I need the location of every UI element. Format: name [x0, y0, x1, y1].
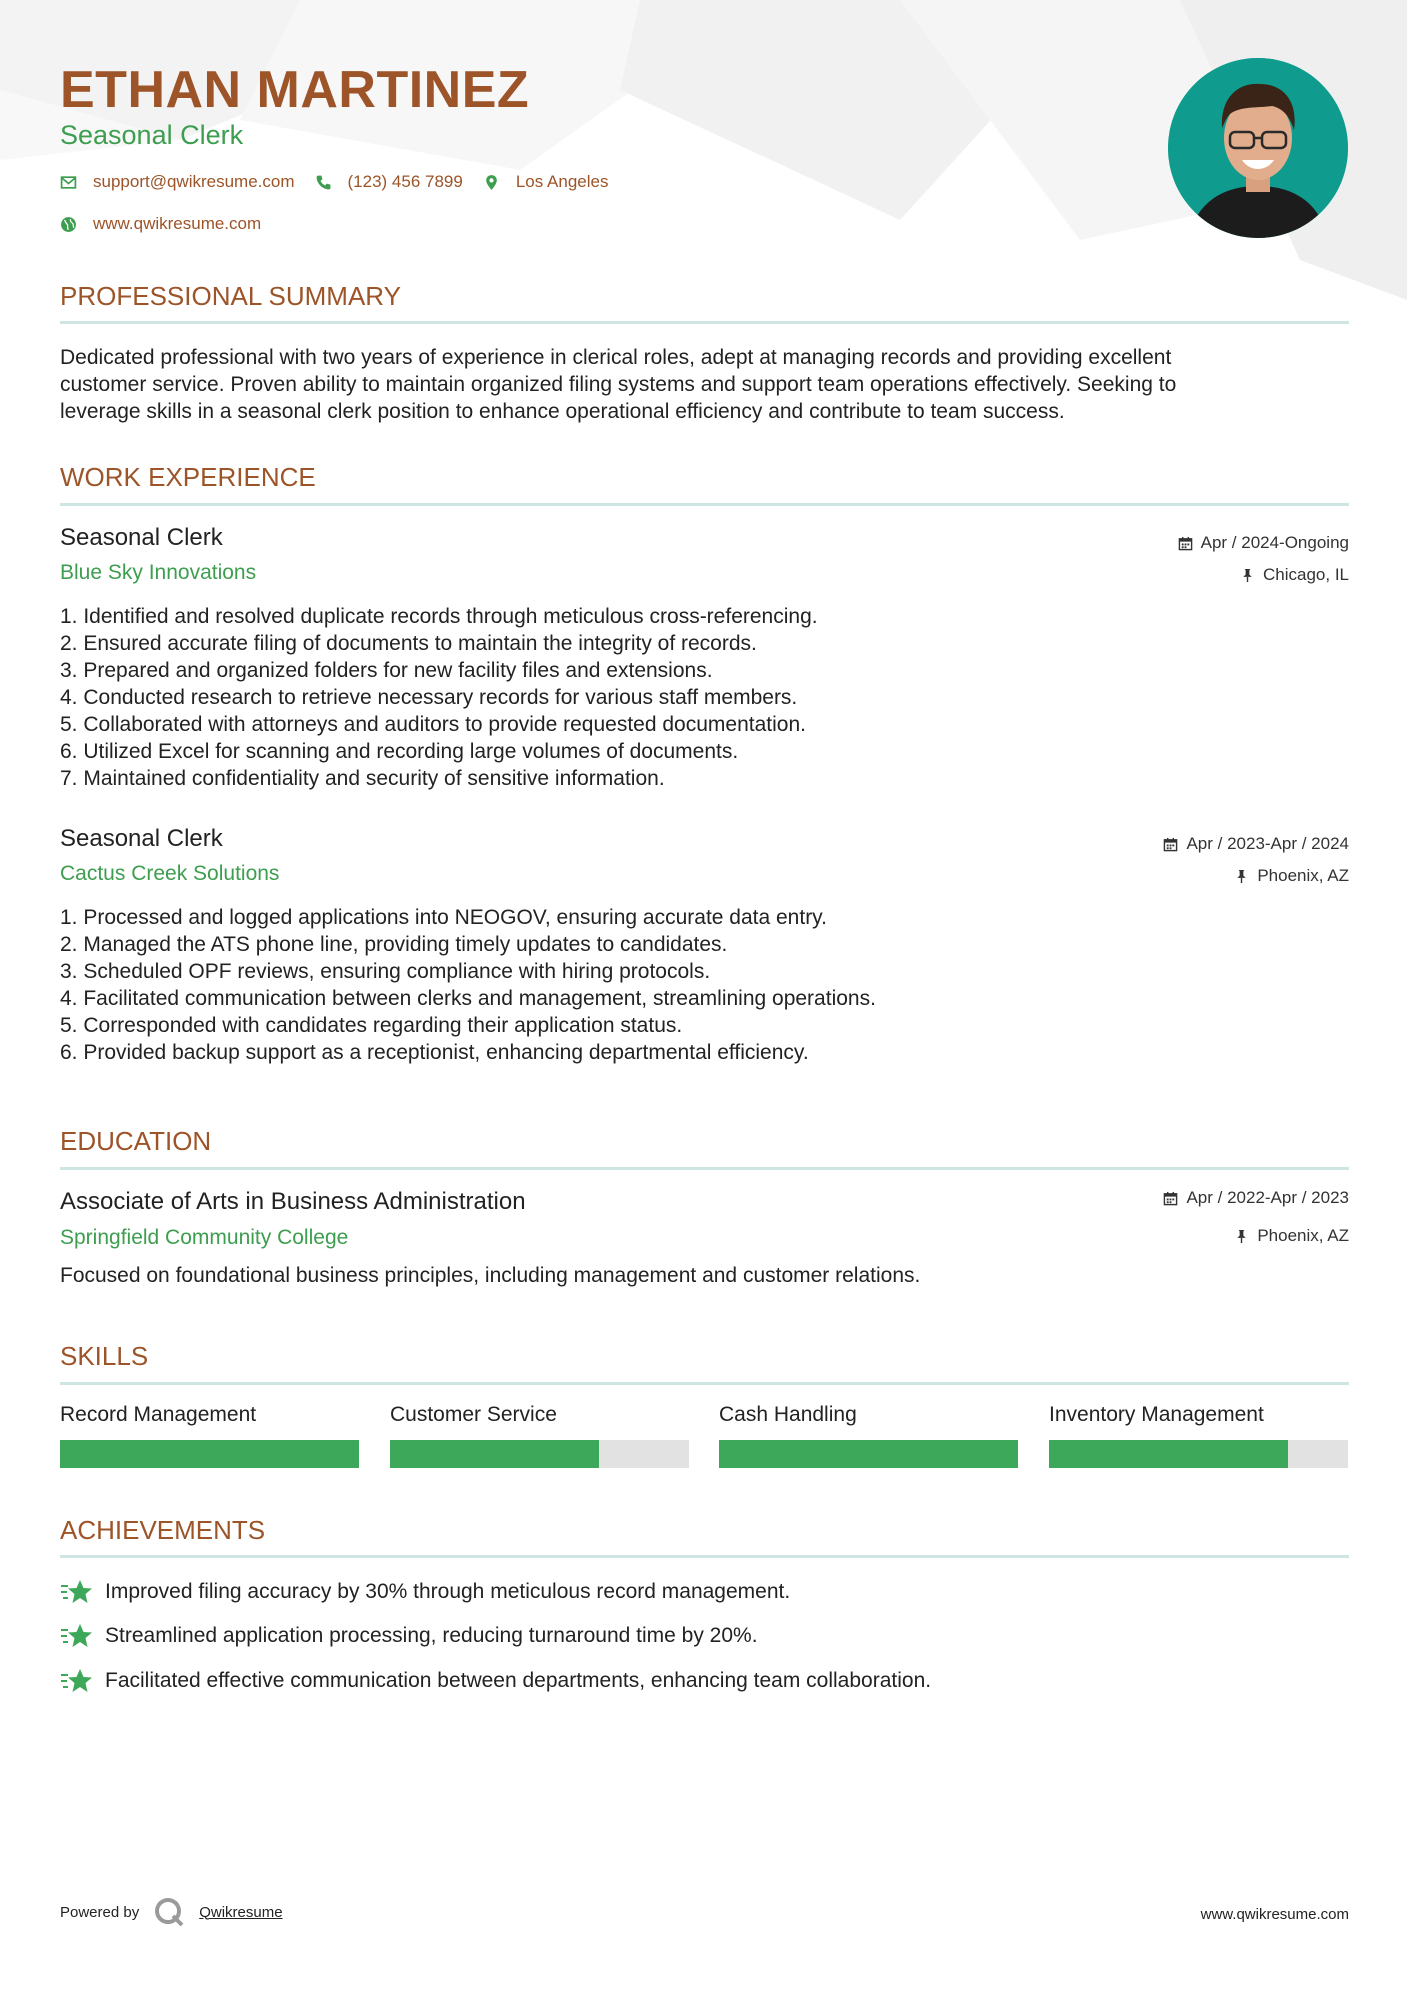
- education-location-text: Phoenix, AZ: [1257, 1226, 1349, 1245]
- skill-item: [719, 1400, 1018, 1468]
- skill-bar-fill: [60, 1440, 359, 1468]
- school-name: Springfield Community College: [60, 1226, 349, 1249]
- list-item: 5. Collaborated with attorneys and auditors to provide requested documentation.: [60, 713, 806, 736]
- skill-item: [1049, 1400, 1348, 1468]
- job-bullets: [60, 603, 1260, 792]
- job-title: Seasonal Clerk: [60, 825, 223, 852]
- job-bullets: [60, 904, 1260, 1066]
- job-dates: [1163, 834, 1349, 854]
- profile-photo: [1168, 58, 1348, 238]
- skills-heading: SKILLS: [60, 1341, 149, 1371]
- location-text: Los Angeles: [515, 172, 609, 191]
- contact-website[interactable]: [60, 214, 261, 234]
- list-item: 2. Ensured accurate filing of documents to maintain the integrity of records.: [60, 632, 757, 655]
- job-company: Cactus Creek Solutions: [60, 862, 280, 885]
- pushpin-icon: [1234, 1229, 1249, 1244]
- achievement-item: [60, 1578, 790, 1606]
- powered-by-label: Powered by: [60, 1903, 140, 1921]
- skill-item: [60, 1400, 359, 1468]
- degree-title: Associate of Arts in Business Administration: [60, 1188, 526, 1215]
- qwikresume-logo-icon: [153, 1896, 185, 1928]
- education-description: Focused on foundational business principles, including management and customer relations.: [60, 1264, 921, 1287]
- footer-powered-by: [60, 1896, 283, 1928]
- list-item: 6. Utilized Excel for scanning and recording large volumes of documents.: [60, 740, 739, 763]
- contact-email[interactable]: [60, 172, 295, 192]
- summary-line: leverage skills in a seasonal clerk position to enhance operational efficiency and contribute to team success.: [60, 400, 1065, 423]
- skill-name: Cash Handling: [719, 1403, 857, 1426]
- education-divider: [60, 1167, 1349, 1170]
- achievement-item: [60, 1622, 758, 1650]
- list-item: 5. Corresponded with candidates regarding their application status.: [60, 1014, 683, 1037]
- list-item: 6. Provided backup support as a receptionist, enhancing departmental efficiency.: [60, 1041, 809, 1064]
- skills-divider: [60, 1382, 1349, 1385]
- skill-name: Record Management: [60, 1403, 257, 1426]
- star-achievement-icon: [60, 1622, 94, 1650]
- job-company: Blue Sky Innovations: [60, 561, 257, 584]
- summary-divider: [60, 321, 1349, 324]
- summary-line: customer service. Proven ability to maintain organized filing systems and support team operations effectively. Seeking to: [60, 373, 1177, 396]
- skill-name: Customer Service: [390, 1403, 557, 1426]
- list-item: 7. Maintained confidentiality and security of sensitive information.: [60, 767, 665, 790]
- list-item: 3. Prepared and organized folders for new facility files and extensions.: [60, 659, 713, 682]
- achievements-heading: ACHIEVEMENTS: [60, 1515, 266, 1545]
- calendar-icon: [1163, 837, 1178, 852]
- skill-bar: [60, 1440, 359, 1468]
- list-item: 1. Processed and logged applications into NEOGOV, ensuring accurate data entry.: [60, 906, 827, 929]
- achievement-text: Facilitated effective communication between departments, enhancing team collaboration.: [105, 1669, 932, 1692]
- candidate-name: ETHAN MARTINEZ: [60, 61, 530, 119]
- job-dates-text: Apr / 2024-Ongoing: [1200, 533, 1349, 552]
- education-heading: EDUCATION: [60, 1126, 212, 1156]
- skill-bar: [390, 1440, 689, 1468]
- list-item: 4. Facilitated communication between clerks and management, streamlining operations.: [60, 987, 876, 1010]
- job-dates: [1178, 533, 1349, 553]
- pushpin-icon: [1240, 568, 1255, 583]
- education-location: [1234, 1226, 1349, 1246]
- job-dates-text: Apr / 2023-Apr / 2024: [1186, 834, 1349, 853]
- phone-text: (123) 456 7899: [347, 172, 463, 191]
- email-text: support@qwikresume.com: [93, 172, 295, 191]
- education-dates-text: Apr / 2022-Apr / 2023: [1186, 1188, 1349, 1207]
- skill-bar-fill: [719, 1440, 1018, 1468]
- summary-text: [60, 344, 1349, 425]
- contact-location: [483, 172, 609, 192]
- envelope-icon: [60, 174, 77, 191]
- job-location-text: Chicago, IL: [1263, 565, 1349, 584]
- pushpin-icon: [1234, 869, 1249, 884]
- list-item: 2. Managed the ATS phone line, providing timely updates to candidates.: [60, 933, 728, 956]
- achievements-divider: [60, 1555, 1349, 1558]
- contact-row-website: [60, 214, 281, 234]
- contact-row: [60, 172, 628, 192]
- list-item: 1. Identified and resolved duplicate records through meticulous cross-referencing.: [60, 605, 818, 628]
- list-item: 4. Conducted research to retrieve necessary records for various staff members.: [60, 686, 798, 709]
- achievement-item: [60, 1667, 931, 1695]
- star-achievement-icon: [60, 1578, 94, 1606]
- job-location: [1240, 565, 1349, 585]
- skill-bar-fill: [1049, 1440, 1288, 1468]
- skill-bar: [1049, 1440, 1348, 1468]
- summary-line: Dedicated professional with two years of experience in clerical roles, adept at managing records and providing excellent: [60, 346, 1172, 369]
- job-location: [1234, 866, 1349, 886]
- list-item: 3. Scheduled OPF reviews, ensuring compliance with hiring protocols.: [60, 960, 711, 983]
- globe-icon: [60, 216, 77, 233]
- phone-icon: [315, 174, 332, 191]
- footer-website[interactable]: www.qwikresume.com: [1200, 1906, 1349, 1923]
- calendar-icon: [1178, 536, 1193, 551]
- job-title: Seasonal Clerk: [60, 524, 223, 551]
- map-marker-icon: [483, 174, 500, 191]
- skill-name: Inventory Management: [1049, 1403, 1264, 1426]
- skill-item: [390, 1400, 689, 1468]
- summary-heading: PROFESSIONAL SUMMARY: [60, 281, 401, 311]
- skill-bar-fill: [390, 1440, 599, 1468]
- calendar-icon: [1163, 1191, 1178, 1206]
- contact-phone[interactable]: [315, 172, 463, 192]
- experience-heading: WORK EXPERIENCE: [60, 462, 316, 492]
- candidate-title: Seasonal Clerk: [60, 120, 244, 150]
- achievement-text: Streamlined application processing, reducing turnaround time by 20%.: [105, 1624, 758, 1647]
- star-achievement-icon: [60, 1667, 94, 1695]
- education-dates: [1163, 1188, 1349, 1208]
- website-text: www.qwikresume.com: [93, 214, 262, 233]
- achievement-text: Improved filing accuracy by 30% through meticulous record management.: [105, 1580, 791, 1603]
- skill-bar: [719, 1440, 1018, 1468]
- experience-divider: [60, 503, 1349, 506]
- job-location-text: Phoenix, AZ: [1257, 866, 1349, 885]
- brand-link[interactable]: Qwikresume: [199, 1903, 283, 1921]
